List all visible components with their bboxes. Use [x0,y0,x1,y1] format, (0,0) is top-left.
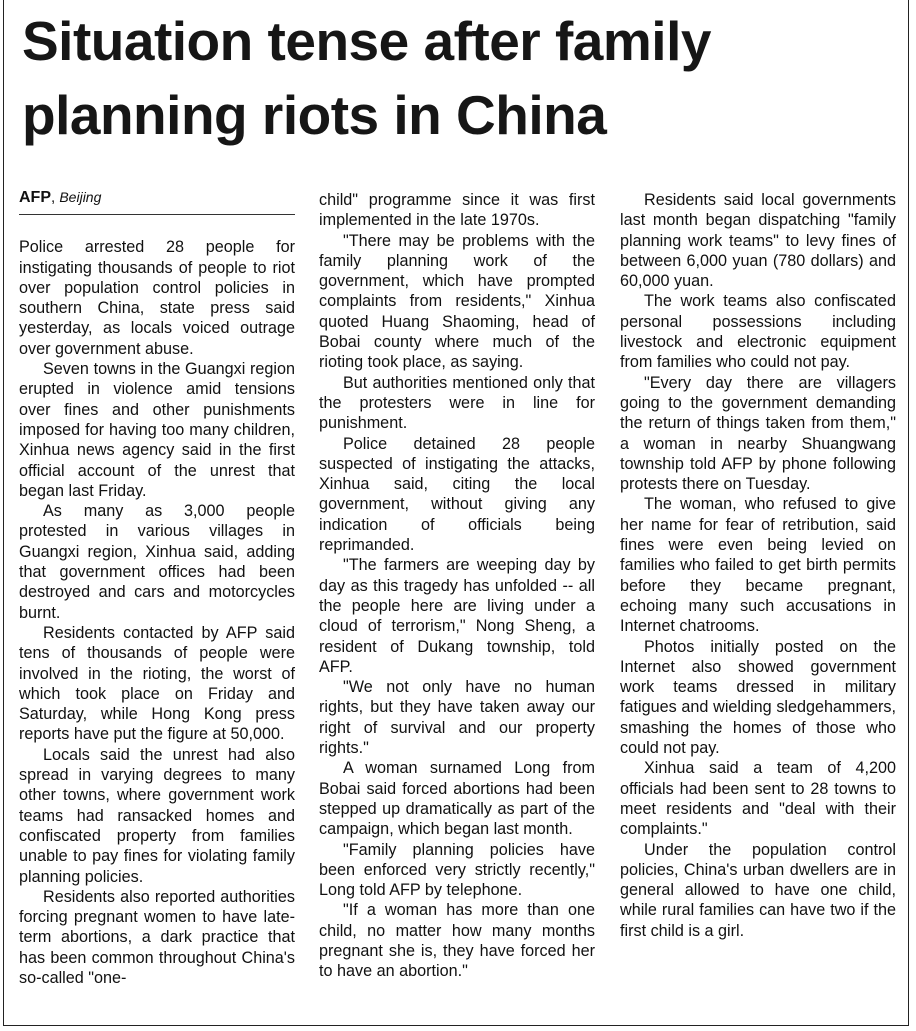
dateline: AFP, Beijing [19,187,295,215]
paragraph: Under the population control policies, China's urban dwellers are in general allowed to have one child, while rural families can have two if the first child is a girl. [620,840,896,940]
article-column-3 [620,190,896,941]
headline: Situation tense after family planning riots in China [22,10,711,146]
paragraph: "Family planning policies have been enforced very strictly recently," Long told AFP by telephone. [319,840,595,900]
paragraph: Seven towns in the Guangxi region erupted in violence amid tensions over fines and other punishments imposed for having too many children, Xinhua news agency said in the first official account of the unrest that began last Friday. [19,360,295,500]
paragraph: As many as 3,000 people protested in various villages in Guangxi region, Xinhua said, adding that government offices had been destroyed and cars and motorcycles burnt. [19,502,295,622]
paragraph: Police arrested 28 people for instigating thousands of people to riot over population control policies in southern China, state press said yesterday, as locals voiced outrage over government abuse. [19,238,295,358]
paragraph: Xinhua said a team of 4,200 officials had been sent to 28 towns to meet residents and "deal with their complaints." [620,759,896,839]
article-column-2 [319,190,595,982]
paragraph: The woman, who refused to give her name for fear of retribution, said fines were even being levied on families who failed to get birth permits before they became pregnant, echoing many such accusations in Internet chatrooms. [620,495,896,636]
paragraph: Residents contacted by AFP said tens of thousands of people were involved in the rioting, the worst of which took place on Friday and Saturday, while Hong Kong press reports have put the figure at 50,000. [19,623,295,744]
dateline-location: Beijing [59,189,102,205]
paragraph: "Every day there are villagers going to the government demanding the return of things taken from them," a woman in nearby Shuangwang township told AFP by phone following protests there on Tuesday. [620,373,896,494]
paragraph: child" programme since it was first implemented in the late 1970s. [319,191,595,230]
paragraph: Locals said the unrest had also spread in varying degrees to many other towns, where government work teams had ransacked homes and confiscated property from families unable to pay fines for violating family planning policies. [19,745,295,886]
paragraph: The work teams also confiscated personal possessions including livestock and electronic equipment from families who could not pay. [620,292,896,372]
paragraph: A woman surnamed Long from Bobai said forced abortions had been stepped up dramatically as part of the campaign, which began last month. [319,759,595,839]
paragraph: "There may be problems with the family planning work of the government, which have prompted complaints from residents," Xinhua quoted Huang Shaoming, head of Bobai county where much of the rioting took place, as saying. [319,231,595,372]
paragraph: Residents also reported authorities forcing pregnant women to have late-term abortions, a dark practice that has been common throughout China's so-called "one- [19,887,295,987]
paragraph: Residents said local governments last month began dispatching "family planning work teams" to levy fines of between 6,000 yuan (780 dollars) and 60,000 yuan. [620,191,896,291]
paragraph: Police detained 28 people suspected of instigating the attacks, Xinhua said, citing the local government, without giving any indication of officials being reprimanded. [319,434,595,555]
paragraph: Photos initially posted on the Internet also showed government work teams dressed in military fatigues and wielding sledgehammers, smashing the homes of those who could not pay. [620,637,896,758]
paragraph: "We not only have no human rights, but they have taken away our right of survival and our property rights." [319,678,595,758]
article-column-1 [19,187,295,988]
paragraph: "The farmers are weeping day by day as this tragedy has unfolded -- all the people here are living under a cloud of terrorism," Nong Sheng, a resident of Dukang township, told AFP. [319,556,595,676]
paragraph: "If a woman has more than one child, no matter how many months pregnant she is, they have forced her to have an abortion." [319,901,595,981]
dateline-agency: AFP [19,189,51,206]
paragraph: But authorities mentioned only that the protesters were in line for punishment. [319,373,595,433]
